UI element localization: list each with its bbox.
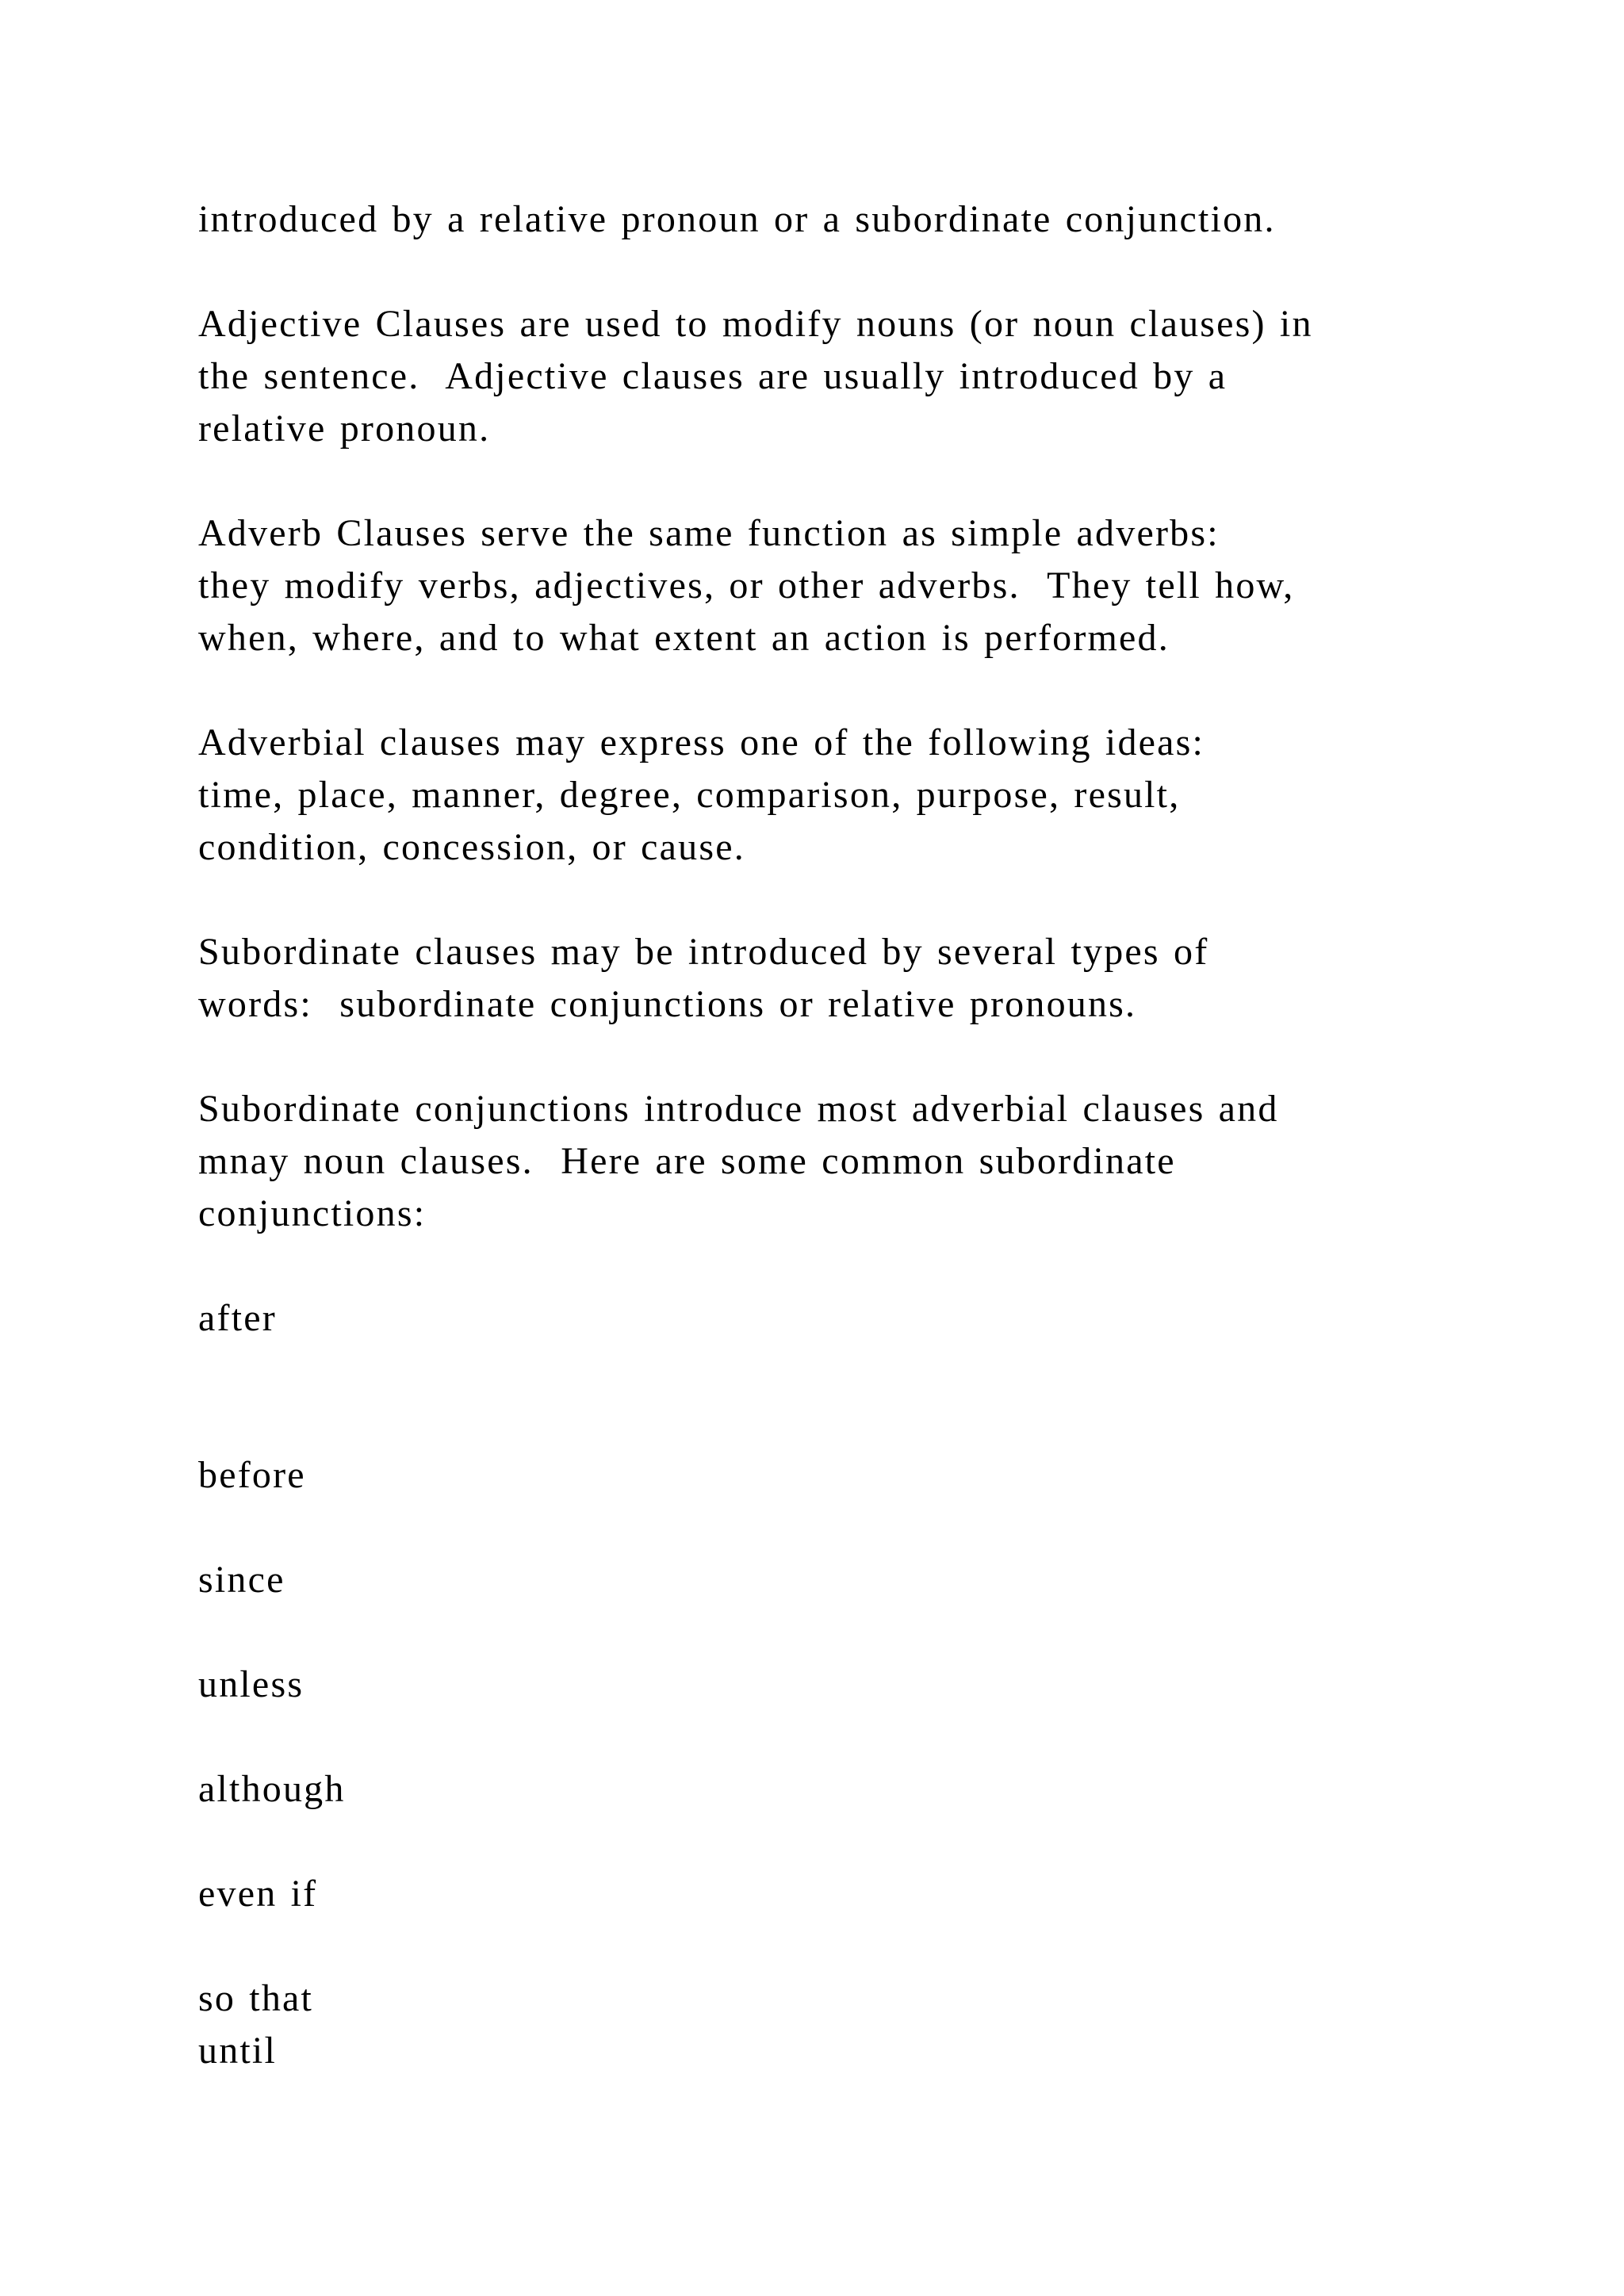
paragraph-intro-tail [198, 193, 1507, 246]
list-item: although [198, 1768, 346, 1810]
list-item: before [198, 1454, 306, 1496]
list-item: unless [198, 1663, 304, 1705]
text-line: words: subordinate conjunctions or relative pronouns. [198, 983, 1137, 1025]
paragraph-subordinate-conjunctions [198, 1083, 1507, 1240]
text-line: when, where, and to what extent an action is performed. [198, 617, 1170, 659]
conjunction-list [198, 1292, 1507, 2077]
paragraph-subordinate-clauses [198, 926, 1507, 1031]
list-item: even if [198, 1873, 318, 1915]
text-line: Subordinate conjunctions introduce most adverbial clauses and [198, 1088, 1279, 1130]
document-body [198, 193, 1507, 2077]
list-item: so that [198, 1977, 314, 2019]
text-line: Adverbial clauses may express one of the following ideas: [198, 721, 1205, 763]
text-line: relative pronoun. [198, 408, 491, 450]
paragraph-adverbial-clauses [198, 717, 1507, 874]
text-line: condition, concession, or cause. [198, 826, 745, 868]
text-line: the sentence. Adjective clauses are usually introduced by a [198, 355, 1228, 397]
paragraph-adjective-clauses [198, 298, 1507, 455]
text-line: they modify verbs, adjectives, or other adverbs. They tell how, [198, 564, 1295, 607]
text-line: Adverb Clauses serve the same function as simple adverbs: [198, 512, 1220, 554]
list-item: since [198, 1559, 285, 1601]
list-item: after [198, 1297, 277, 1339]
list-item: until [198, 2030, 278, 2072]
text-line: introduced by a relative pronoun or a subordinate conjunction. [198, 198, 1276, 240]
text-line: Adjective Clauses are used to modify nouns (or noun clauses) in [198, 303, 1313, 345]
text-line: time, place, manner, degree, comparison, purpose, result, [198, 774, 1181, 816]
text-line: mnay noun clauses. Here are some common subordinate [198, 1140, 1176, 1182]
text-line: Subordinate clauses may be introduced by several types of [198, 931, 1209, 973]
text-line: conjunctions: [198, 1192, 427, 1234]
paragraph-adverb-clauses [198, 507, 1507, 664]
